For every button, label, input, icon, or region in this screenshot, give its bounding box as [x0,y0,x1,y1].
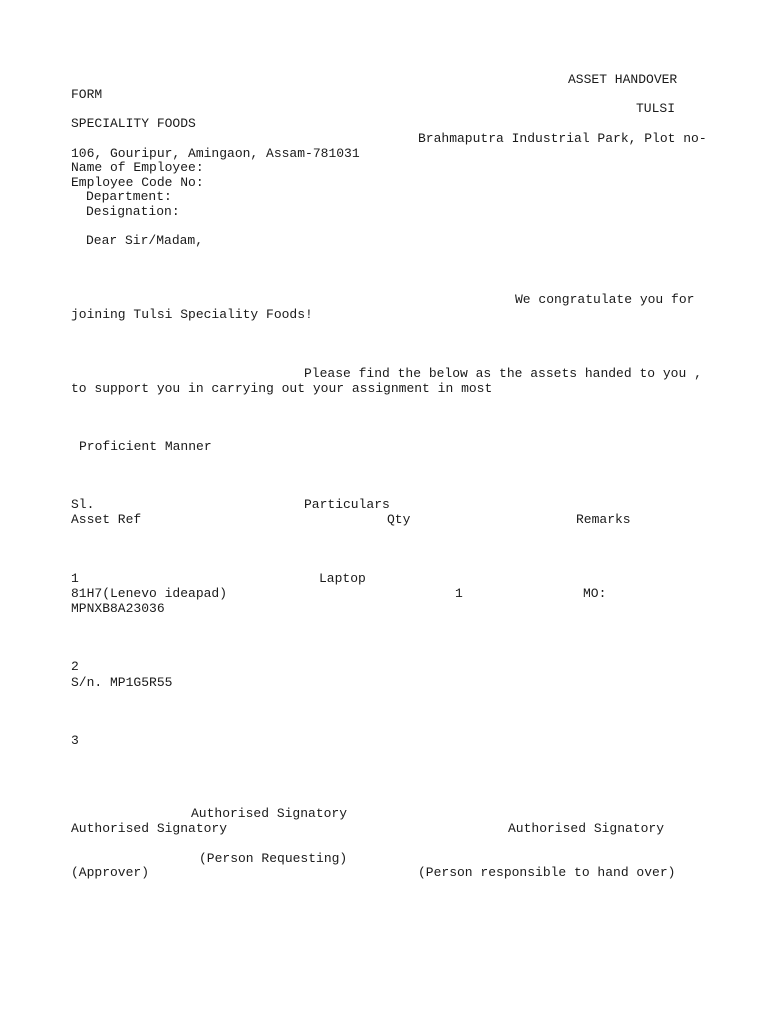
header-particulars: Particulars [304,497,390,512]
signatory-requesting-title: Authorised Signatory [191,806,348,821]
employee-code-label: Employee Code No: [71,175,204,190]
congratulation-text: We congratulate you for [515,292,695,307]
company-address-continued: 106, Gouripur, Amingaon, Assam-781031 [71,146,360,161]
row-1-remarks-continued: MPNXB8A23036 [71,601,165,616]
congratulation-text-continued: joining Tulsi Speciality Foods! [71,307,313,322]
row-1-qty: 1 [455,586,463,601]
header-asset-ref: Asset Ref [71,512,142,527]
row-2-asset-ref: S/n. MP1G5R55 [71,675,173,690]
row-1-remarks: MO: [583,586,607,601]
assets-intro: Please find the below as the assets handed to you , [304,366,702,381]
row-3-sl: 3 [71,733,79,748]
signatory-requesting-role: (Person Requesting) [199,851,348,866]
employee-name-label: Name of Employee: [71,160,204,175]
assets-intro-continued: to support you in carrying out your assignment in most [71,381,493,396]
company-name-continued: SPECIALITY FOODS [71,116,196,131]
designation-label: Designation: [86,204,180,219]
form-title-continued: FORM [71,87,103,102]
salutation: Dear Sir/Madam, [86,233,204,248]
department-label: Department: [86,189,172,204]
form-title: ASSET HANDOVER [568,72,678,87]
header-sl: Sl. [71,497,95,512]
company-name: TULSI [636,101,676,116]
company-address: Brahmaputra Industrial Park, Plot no- [418,131,707,146]
assets-intro-closing: Proficient Manner [79,439,212,454]
header-qty: Qty [387,512,411,527]
signatory-approver-title: Authorised Signatory [71,821,228,836]
signatory-approver-role: (Approver) [71,865,150,880]
signatory-handover-role: (Person responsible to hand over) [418,865,676,880]
header-remarks: Remarks [576,512,631,527]
row-1-sl: 1 [71,571,79,586]
signatory-handover-title: Authorised Signatory [508,821,665,836]
row-1-particulars: Laptop [319,571,366,586]
row-1-asset-ref: 81H7(Lenevo ideapad) [71,586,228,601]
row-2-sl: 2 [71,659,79,674]
